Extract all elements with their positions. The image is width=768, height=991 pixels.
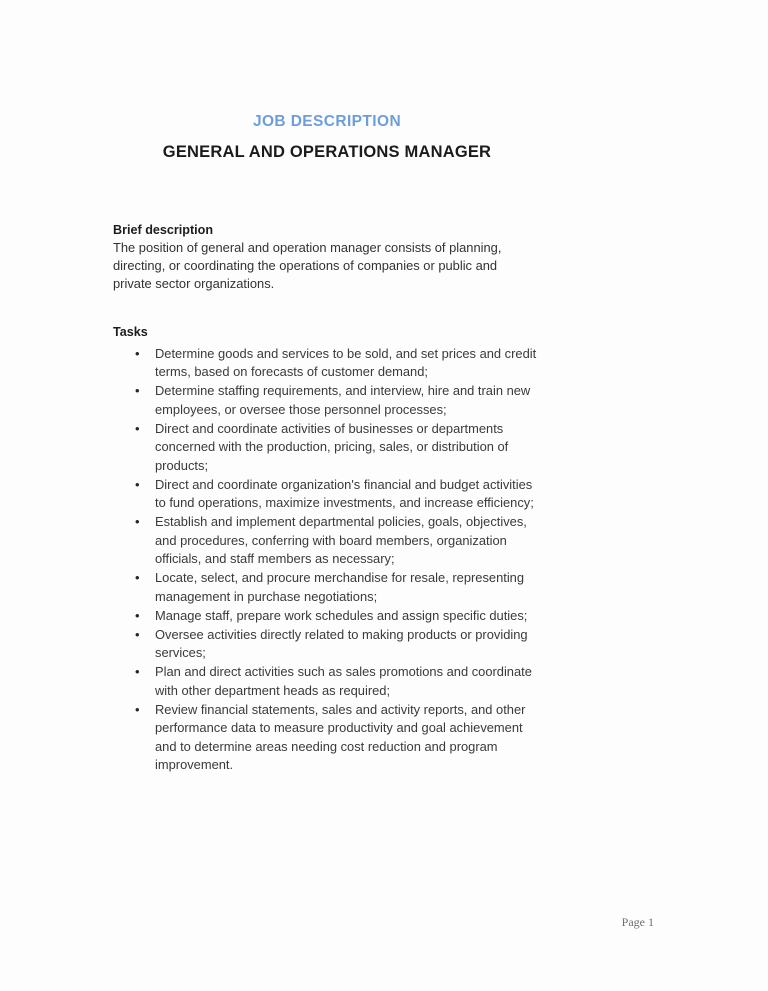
tasks-heading: Tasks [113,325,148,340]
list-item-text: Oversee activities directly related to making products or providing services; [155,626,528,660]
list-item-text: Direct and coordinate activities of businesses or departments concerned with the production, pricing, sales, or distribution of products; [155,420,509,473]
list-item-text: Determine goods and services to be sold, and set prices and credit terms, based on forecasts of customer demand; [155,345,537,379]
list-item [113,569,545,606]
bullet-icon: • [135,420,140,436]
list-item [113,476,545,513]
page-footer [0,913,768,931]
page-number: Page 1 [621,915,654,929]
document-kicker: JOB DESCRIPTION [252,113,402,130]
bullet-icon: • [135,626,140,642]
bullet-icon: • [135,607,140,623]
bullet-icon: • [135,476,140,492]
brief-description-section [113,222,545,292]
tasks-list [113,345,545,775]
bullet-icon: • [135,570,140,585]
list-item-text: Determine staffing requirements, and interview, hire and train new employees, or oversee those personnel processes; [155,383,531,417]
list-item-text: Manage staff, prepare work schedules and assign specific duties; [155,607,528,623]
list-item-text: Review financial statements, sales and activity reports, and other performance data to measure productivity and goal achievement and to determine areas needing cost reduction and program improvement. [155,701,526,772]
bullet-icon: • [135,383,140,398]
list-item-text: Establish and implement departmental policies, goals, objectives, and procedures, conferring with board members, organization officials, and staff members as necessary; [155,514,527,566]
page-title: GENERAL AND OPERATIONS MANAGER [162,143,492,162]
list-item [113,382,545,419]
list-item [113,663,545,700]
document-title-block [113,112,541,163]
list-item [113,513,545,569]
bullet-icon: • [135,514,140,529]
tasks-section [113,324,545,774]
list-item [113,607,545,626]
brief-description-heading: Brief description [113,223,214,237]
list-item-text: Plan and direct activities such as sales promotions and coordinate with other department heads as required; [155,664,532,698]
brief-description-body: The position of general and operation manager consists of planning, directing, or coordinating the operations of companies or public and private sector organizations. [113,240,502,291]
list-item [113,345,545,382]
list-item [113,420,545,476]
bullet-icon: • [135,664,140,679]
list-item-text: Locate, select, and procure merchandise for resale, representing management in purchase negotiations; [155,570,525,604]
list-item-text: Direct and coordinate organization's financial and budget activities to fund operations, maximize investments, and increase efficiency; [155,476,534,510]
list-item [113,701,545,775]
document-content [113,0,545,775]
bullet-icon: • [135,701,140,717]
list-item [113,626,545,663]
bullet-icon: • [135,345,140,361]
